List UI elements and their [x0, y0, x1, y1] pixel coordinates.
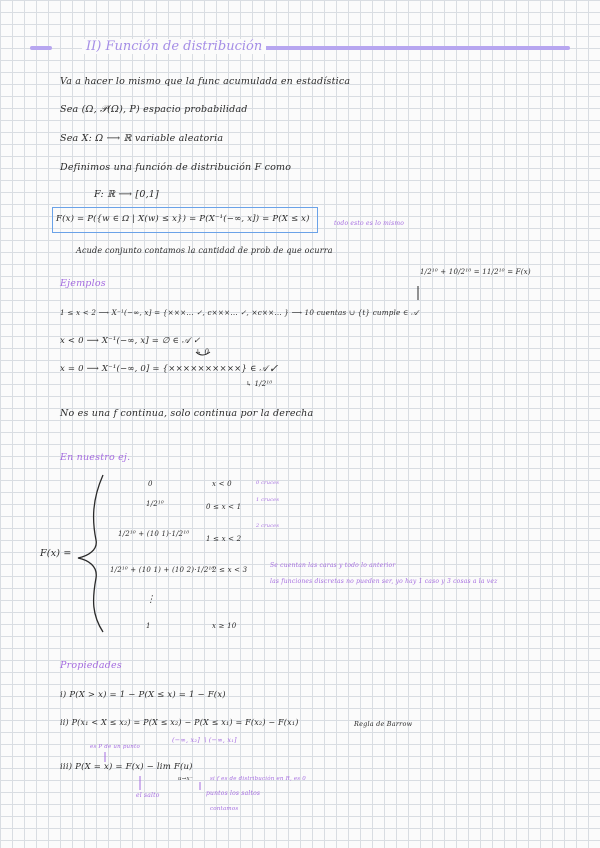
- random-variable-line: Sea X: Ω ⟶ ℝ variable aleatoria: [60, 133, 224, 144]
- case-value: ⋮: [146, 594, 156, 605]
- example-3: x = 0 ⟶ X⁻¹(−∞, 0] = {××××××××××} ∈ 𝒜 ✓: [60, 364, 278, 374]
- title-text: II) Función de distribución: [82, 39, 266, 54]
- case-value: 1: [146, 622, 151, 630]
- property-2-sub: (−∞, x₂] ∖ (−∞, x₁]: [172, 736, 237, 744]
- cases-note-2: las funciones discretas no pueden ser, yo hay 1 caso y 3 cosas a la vez: [270, 578, 498, 585]
- case-condition: 2 ≤ x < 3: [212, 566, 248, 574]
- case-condition: x ≥ 10: [212, 622, 237, 630]
- distribution-formula: F(x) = P({w ∈ Ω | X(w) ≤ x}) = P(X⁻¹(−∞, x]) = P(X ≤ x): [56, 214, 310, 224]
- probability-space-line: Sea (Ω, 𝒫(Ω), P) espacio probabilidad: [60, 104, 248, 115]
- case-value: 1/2¹⁰ + (10 1)·1/2¹⁰: [118, 530, 190, 538]
- case-value: 1/2¹⁰: [146, 500, 164, 508]
- example-2: x < 0 ⟶ X⁻¹(−∞, x] = ∅ ∈ 𝒜 ✓: [60, 336, 201, 346]
- case-condition: 0 ≤ x < 1: [206, 503, 242, 511]
- case-value: 0: [148, 480, 153, 488]
- properties-heading: Propiedades: [60, 660, 122, 671]
- formula-note: todo esto es lo mismo: [334, 220, 405, 227]
- intro-line: Va a hacer lo mismo que la func acumulada en estadística: [60, 76, 351, 87]
- property-3-limit: u→x⁻: [178, 776, 193, 782]
- F-label: F(x) =: [40, 548, 72, 559]
- property-1: i) P(X > x) = 1 − P(X ≤ x) = 1 − F(x): [60, 690, 226, 700]
- examples-heading: Ejemplos: [60, 278, 106, 289]
- case-condition: x < 0: [212, 480, 232, 488]
- property-3-note-2: puntos los saltos: [206, 790, 261, 797]
- case-value: 1/2¹⁰ + (10 1) + (10 2)·1/2¹⁰: [110, 566, 215, 574]
- property-3-pre: es P de un punto: [90, 744, 140, 750]
- our-example-heading: En nuestro ej.: [60, 452, 131, 463]
- property-2: ii) P(x₁ < X ≤ x₂) = P(X ≤ x₂) − P(X ≤ x₁) = F(x₂) − F(x₁): [60, 718, 299, 727]
- case-note: 1 cruces: [256, 497, 280, 503]
- case-condition: 1 ≤ x < 2: [206, 535, 242, 543]
- continuity-note: No es una f continua, solo continua por la derecha: [60, 408, 314, 419]
- definition-line: Definimos una función de distribución F como: [60, 162, 292, 173]
- property-3-note-3: contamos: [210, 806, 239, 812]
- case-note: 2 cruces: [256, 523, 280, 529]
- side-sum-note: 1/2¹⁰ + 10/2¹⁰ = 11/2¹⁰ = F(x): [420, 268, 531, 276]
- cases-note-1: Se cuentan las caras y todo lo anterior: [270, 562, 396, 569]
- example-2-result: ↳ 0: [196, 348, 210, 356]
- after-formula-line: Acude conjunto contamos la cantidad de prob de que ocurra: [76, 246, 333, 255]
- property-3-left-note: el salto: [136, 792, 160, 799]
- example-3-result: ↳ 1/2¹⁰: [246, 380, 273, 388]
- case-note: 0 cruces: [256, 480, 280, 486]
- property-3: iii) P(X = x) = F(x) − lim F(u): [60, 762, 193, 772]
- property-2-note: Regla de Barrow: [354, 720, 413, 728]
- property-3-note-1: si f es de distribución en R, es 0: [210, 776, 306, 782]
- mapping-line: F: ℝ ⟶ [0,1]: [94, 189, 159, 200]
- example-1: 1 ≤ x < 2 ⟶ X⁻¹(−∞, x] = {×××... ✓, c×××... ✓, ×c××... } ⟶ 10 cuentas ∪ {t} cumple ∈ 𝒜: [60, 308, 419, 317]
